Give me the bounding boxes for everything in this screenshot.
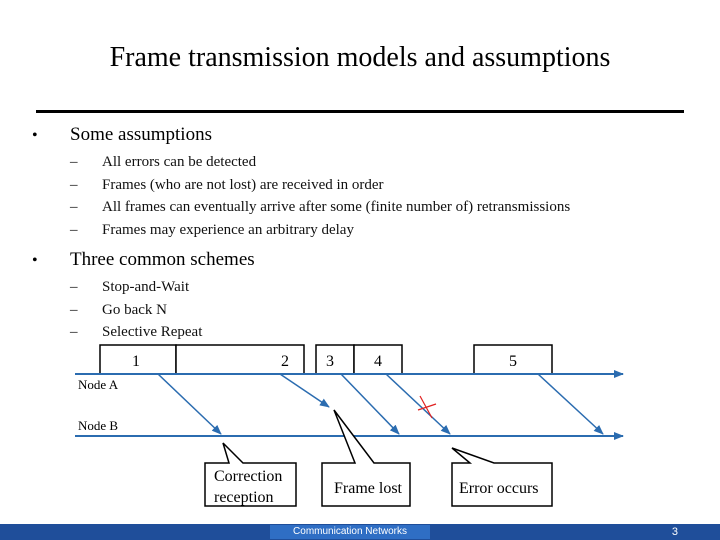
list-item-text: Go back N — [102, 301, 167, 318]
dash-marker: – — [70, 154, 78, 170]
callout-error-occurs — [452, 448, 552, 506]
list-item-text: All errors can be detected — [102, 154, 257, 170]
bullet-text: Some assumptions — [70, 124, 212, 145]
bullet-list — [30, 124, 690, 344]
arrow-frame-3 — [341, 374, 399, 434]
list-item — [70, 174, 690, 197]
dash-marker: – — [70, 221, 78, 238]
frame-label-1: 1 — [132, 353, 140, 370]
bullet-schemes — [30, 249, 690, 272]
dash-marker: – — [70, 324, 78, 340]
bullet-text: Three common schemes — [70, 249, 255, 270]
frame-label-2: 2 — [281, 353, 289, 370]
dash-marker: – — [70, 279, 78, 295]
list-item-text: Frames may experience an arbitrary delay — [102, 221, 354, 238]
list-item-text: Stop-and-Wait — [102, 279, 190, 295]
bullet-assumptions — [30, 124, 690, 147]
dash-marker: – — [70, 199, 78, 215]
callout-error-occurs-text: Error occurs — [459, 480, 539, 497]
callout-correction-line2: reception — [214, 489, 274, 506]
footer-course-title: Communication Networks — [270, 525, 430, 539]
node-a-label: Node A — [78, 377, 119, 392]
arrow-frame-2 — [280, 374, 329, 407]
page-number: 3 — [671, 526, 678, 538]
arrow-frame-1 — [158, 374, 221, 434]
list-item-text: Selective Repeat — [102, 324, 203, 340]
list-item-text: All frames can eventually arrive after some (finite number of) retransmissions — [102, 199, 571, 215]
bullet-marker: • — [32, 252, 38, 269]
assumption-list — [70, 151, 690, 241]
list-item — [70, 219, 690, 242]
list-item — [70, 299, 690, 322]
node-b-label: Node B — [78, 418, 119, 433]
arrow-frame-5 — [538, 374, 603, 434]
title-divider — [36, 110, 684, 113]
frame-label-4: 4 — [374, 353, 382, 370]
callout-frame-lost-text: Frame lost — [334, 480, 402, 497]
frame-box-3 — [316, 345, 354, 374]
bullet-marker: • — [32, 127, 38, 144]
transmission-diagram — [0, 330, 720, 520]
callout-correction-line1: Correction — [214, 468, 283, 485]
slide-title: Frame transmission models and assumptions — [109, 42, 611, 73]
frame-label-5: 5 — [509, 353, 517, 370]
arrow-frame-4 — [386, 374, 450, 434]
dash-marker: – — [70, 176, 78, 193]
dash-marker: – — [70, 301, 78, 318]
list-item — [70, 196, 690, 219]
list-item — [70, 276, 690, 299]
frame-label-3: 3 — [326, 353, 334, 370]
list-item-text: Frames (who are not lost) are received in order — [102, 176, 384, 193]
list-item — [70, 151, 690, 174]
